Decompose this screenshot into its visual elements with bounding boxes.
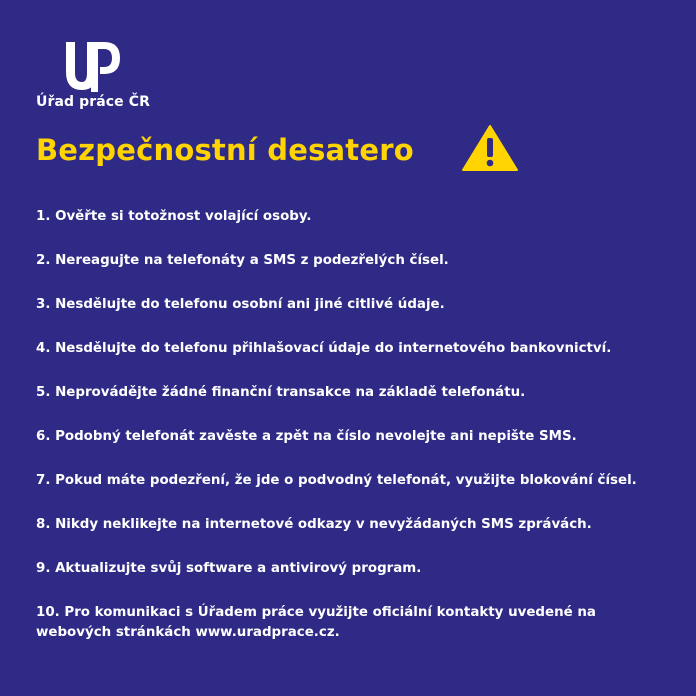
rule-item: 7. Pokud máte podezření, že jde o podvodný telefonát, využijte blokování čísel. — [36, 473, 637, 488]
rule-item: 3. Nesdělujte do telefonu osobní ani jiné citlivé údaje. — [36, 297, 445, 312]
rule-item: 6. Podobný telefonát zavěste a zpět na číslo nevolejte ani nepište SMS. — [36, 429, 577, 444]
rule-item: 4. Nesdělujte do telefonu přihlašovací údaje do internetového bankovnictví. — [36, 341, 612, 356]
warning-triangle-icon — [461, 124, 519, 172]
rule-item: 2. Nereagujte na telefonáty a SMS z podezřelých čísel. — [36, 253, 449, 268]
urad-prace-logo-icon — [62, 38, 122, 96]
page-title: Bezpečnostní desatero — [36, 133, 414, 167]
rule-item: 9. Aktualizujte svůj software a antivirový program. — [36, 561, 422, 576]
rule-item: 8. Nikdy neklikejte na internetové odkazy v nevyžádaných SMS zprávách. — [36, 517, 592, 532]
rules-list — [36, 207, 676, 643]
rule-item: 1. Ověřte si totožnost volající osoby. — [36, 209, 312, 224]
rule-item: 5. Neprovádějte žádné finanční transakce na základě telefonátu. — [36, 385, 526, 400]
organization-name: Úřad práce ČR — [36, 94, 151, 110]
rule-item: 10. Pro komunikaci s Úřadem práce využijte oficiální kontakty uvedené na webových stránkách www.uradprace.cz. — [36, 605, 596, 640]
